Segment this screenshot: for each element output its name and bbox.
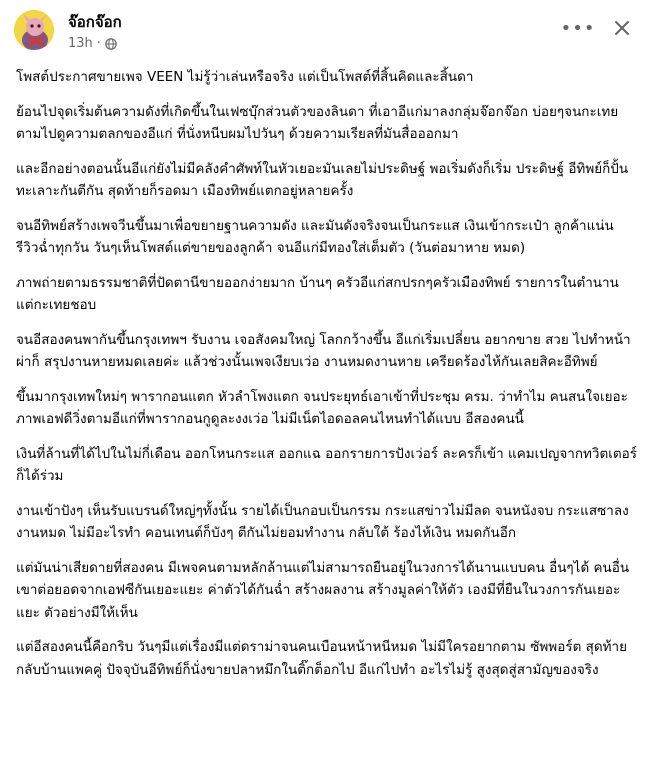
post-paragraph: โพสต์ประกาศขายเพจ VEEN ไม่รู้ว่าเล่นหรือจริง แต่เป็นโพสต์ที่สิ้นคิดและสิ้นดา [16, 69, 474, 85]
post-paragraph: แต่อีสองคนนี้คือกริบ วันๆมีแต่เรื่องมีแต่ดราม่าจนคนเบือนหน้าหนีหมด ไม่มีใครอยากตาม ซัพพอร์ต สุดท้ายกลับบ้านแพคคู่ ปัจจุบันอีทิพย์ก็นั่งขายปลาหมึกในติ๊กต็อกไป อีแก่ไปทำ อะไรไม่รู้ สูงสุดสู่สามัญของจริง [16, 639, 628, 678]
post-paragraph: จนอีทิพย์สร้างเพจวีนขึ้นมาเพื่อขยายฐานความดัง และมันดังจริงจนเป็นกระแส เงินเข้ากระเป๋า ลูกค้าแน่น รีวิวฉ่ำทุกวัน วันๆเห็นโพสต์แต่ขายของลูกค้า จนอีแก่มีทองใส่เต็มตัว (วันต่อมาหาย หมด) [16, 217, 614, 256]
post-paragraph: ย้อนไปจุดเริ่มต้นความดังที่เกิดขึ้นในเฟซบุ๊กส่วนตัวของลินดา ที่เอาอีแก่มาลงกลุ่มจ๊อกจ๊อก บ่อยๆจนกะเทยตามไปดูความตลกของอีแก่ ที่นั่งหนีบผมไปวันๆ ด้วยความเรียลที่มันสื่อออกมา [16, 103, 619, 142]
meta-separator: · [96, 36, 101, 51]
post-header [12, 6, 644, 58]
close-icon[interactable] [606, 12, 638, 44]
author-name[interactable]: จ๊อกจ๊อก [68, 13, 122, 31]
avatar[interactable] [14, 10, 54, 50]
post-body [16, 66, 640, 693]
post-paragraph: เงินที่ล้านที่ได้ไปในไม่กี่เดือน ออกโหนกระแส ออกแฉ ออกรายการปังเว่อร์ ละครก็เข้า แคมเปญจากทวิตเตอร์ก็ได้ร่วม [16, 445, 637, 484]
post-time[interactable]: 13h [68, 36, 93, 51]
post-paragraph: งานเข้าปังๆ เห็นรับแบรนด์ใหญ่ๆทั้งนั้น รายได้เป็นกอบเป็นกรรม กระแสข่าวไม่มีลด จนหนังจบ กระแสซาลง งานหมด ไม่มีอะไรทำ คอนเทนต์ก็บังๆ ตีกันไม่ยอมทำงาน กลับใต้ ร้องไห้เงิน หมดกันอีก [16, 502, 629, 541]
post-paragraph: แต่มันน่าเสียดายที่สองคน มีเพจคนตามหลักล้านแต่ไม่สามารถยืนอยู่ในวงการได้นานแบบคน อื่นๆได้ คนอื่นเขาต่อยอดจากเอฟซีกันเยอะแยะ ค่าตัวได้กันฉ่ำ สร้างผลงาน สร้างมูลค่าให้ตัว เองมีที่ยืนในวงการกันเยอะแยะ ตัวอย่างมีให้เห็น [16, 559, 630, 621]
post-paragraph: จนอีสองคนพากันขึ้นกรุงเทพฯ รับงาน เจอสังคมใหญ่ โลกกว้างขึ้น อีแก่เริ่มเปลี่ยน อยากขาย สวย ไปทำหน้า ผ่าก็ สรุปงานหายหมดเลยค่ะ แล้วช่วงนั้นเพจเงียบเว่อ งานหมดงานหาย เครียดร้องไห้กันเลยสิคะอีทิพย์ [16, 331, 631, 370]
more-options-icon[interactable]: ••• [560, 17, 596, 39]
post-meta [68, 35, 117, 53]
post-paragraph: และอีกอย่างตอนนั้นอีแก่ยังไม่มีคลังคำศัพท์ในหัวเยอะมันเลยไม่ประดิษฐ์ พอเริ่มดังก็เริ่ม ประดิษฐ์ อีทิพย์ก็ปั้น ทะเลาะกันตีกัน สุดท้ายก็รอดมา เมืองทิพย์แตกอยู่หลายครั้ง [16, 160, 629, 199]
avatar-image [14, 10, 54, 50]
post-paragraph: ภาพถ่ายตามธรรมชาติที่ปัดตานีขายออกง่ายมาก บ้านๆ ครัวอีแก่สกปรกๆครัวเมืองทิพย์ รายการในตำนาน แต่กะเทยชอบ [16, 274, 619, 313]
post-paragraph: ขึ้นมากรุงเทพใหม่ๆ พารากอนแตก หัวลำโพงแตก จนประยุทธ์เอาเข้าที่ประชุม ครม. ว่าทำไม คนสนใจเยอะ ภาพเอฟดีวิ่งตามอีแก่ที่พารากอนกูดูละงงเว่อ ไม่มีเน็ตไอดอลคนไหนทำได้แบบ อีสองคนนี้ [16, 388, 628, 427]
globe-icon[interactable] [105, 38, 117, 50]
